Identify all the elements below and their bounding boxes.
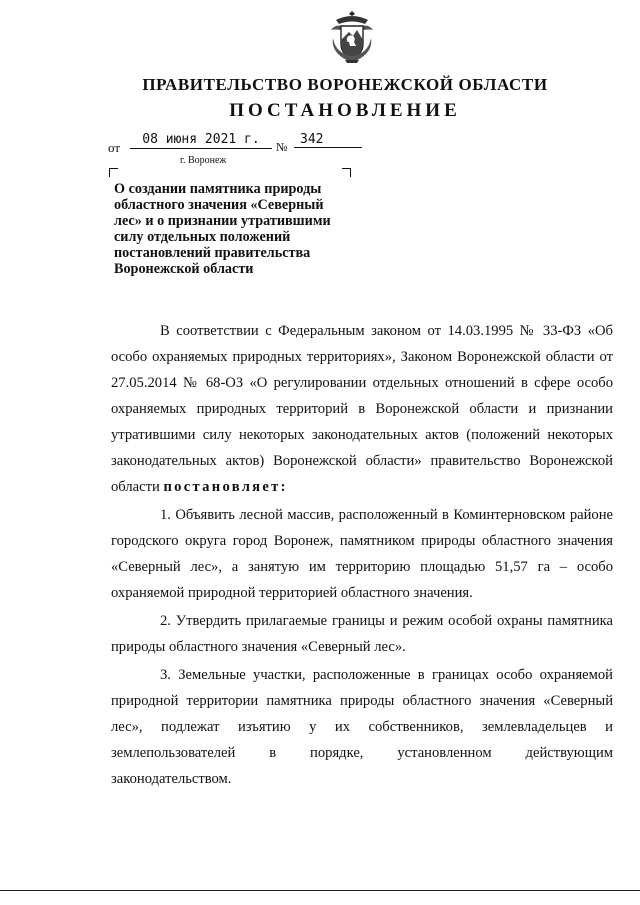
- government-title: ПРАВИТЕЛЬСТВО ВОРОНЕЖСКОЙ ОБЛАСТИ: [142, 75, 548, 94]
- subject-line: постановлений правительства: [114, 245, 311, 261]
- date-number-row: [108, 132, 368, 154]
- document-type-title: ПОСТАНОВЛЕНИЕ: [229, 100, 461, 121]
- subject-line: силу отдельных положений: [114, 229, 291, 245]
- item-paragraph: 2. Утвердить прилагаемые границы и режим особой охраны памятника природы областного значения «Северный лес».: [111, 613, 613, 655]
- item-paragraph: 1. Объявить лесной массив, расположенный в Коминтерновском районе городского округа город Воронеж, памятником природы областного значения «Северный лес», а занятую им территорию площадью 51,57 га – особо охраняемой природной территорией областного значения.: [111, 507, 613, 601]
- document-subject: [114, 181, 354, 277]
- subject-line: О создании памятника природы: [114, 181, 322, 197]
- number-sign-label: №: [276, 140, 288, 154]
- document-date: 08 июня 2021 г.: [130, 132, 272, 149]
- subject-line: областного значения «Северный: [114, 197, 324, 213]
- subject-line: Воронежской области: [114, 261, 254, 277]
- decree-word: постановляет:: [163, 479, 288, 495]
- voronezh-coat-of-arms-emblem: [327, 8, 377, 64]
- document-body: [111, 318, 613, 792]
- subject-corner-mark-right: [342, 168, 351, 177]
- preamble-text: В соответствии с Федеральным законом от 14.03.1995 № 33-ФЗ «Об особо охраняемых природных территориях», Законом Воронежской области от 27.05.2014 № 68-ОЗ «О регулировании отдельных отношений в сфере особо охраняемых природных территорий в Воронежской области и признании утратившими силу некоторых законодательных актов (положений некоторых законодательных актов) Воронежской области» правительство Воронежской области: [111, 323, 613, 495]
- item-paragraph: 3. Земельные участки, расположенные в границах особо охраняемой природной территории памятника природы областного значения «Северный лес», подлежат изъятию у их собственников, землевладельцев и землепользователей в порядке, установленном действующим законодательством.: [111, 667, 613, 787]
- date-prefix-label: от: [108, 140, 121, 155]
- city-label: г. Воронеж: [180, 155, 227, 166]
- subject-line: лес» и о признании утратившими: [114, 213, 331, 229]
- page-bottom-rule: [0, 890, 640, 891]
- document-number: 342: [294, 132, 362, 148]
- preamble-paragraph: [111, 318, 613, 500]
- subject-corner-mark-left: [109, 168, 118, 177]
